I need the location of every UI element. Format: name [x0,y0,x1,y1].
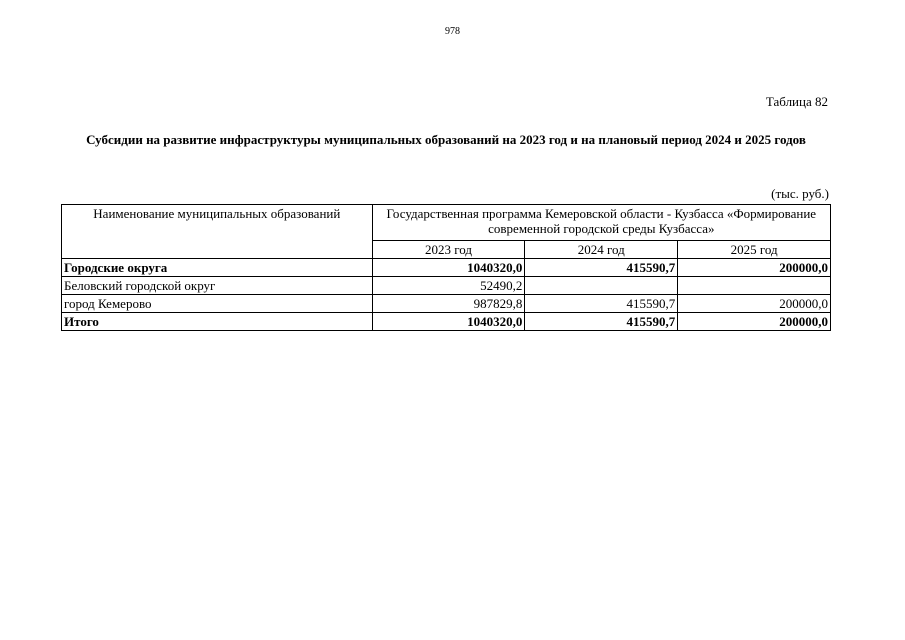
subsidies-table [61,204,831,331]
row-value-2025: 200000,0 [678,295,831,313]
table-total-row [62,313,831,331]
row-name: Городские округа [62,259,373,277]
row-value-2023: 987829,8 [372,295,525,313]
row-value-2024: 415590,7 [525,295,678,313]
table-row [62,277,831,295]
table-row [62,259,831,277]
document-title: Субсидии на развитие инфраструктуры муниципальных образований на 2023 год и на плановый период 2024 и 2025 годов [86,132,806,147]
row-value-2025 [678,277,831,295]
row-value-2023: 1040320,0 [372,259,525,277]
units-label: (тыс. руб.) [771,186,829,201]
row-value-2024 [525,277,678,295]
header-year-2023: 2023 год [372,241,525,259]
header-municipality-name: Наименование муниципальных образований [62,205,373,259]
row-value-2025: 200000,0 [678,313,831,331]
row-value-2024: 415590,7 [525,259,678,277]
header-year-2025: 2025 год [678,241,831,259]
table-header-row [62,205,831,241]
row-value-2023: 1040320,0 [372,313,525,331]
header-year-2024: 2024 год [525,241,678,259]
row-value-2023: 52490,2 [372,277,525,295]
page-number: 978 [445,26,460,37]
table-number: Таблица 82 [765,94,828,109]
header-program: Государственная программа Кемеровской области - Кузбасса «Формирование современной городской среды Кузбасса» [372,205,830,241]
row-name: Беловский городской округ [62,277,373,295]
row-value-2024: 415590,7 [525,313,678,331]
row-value-2025: 200000,0 [678,259,831,277]
row-name: город Кемерово [62,295,373,313]
table-row [62,295,831,313]
row-name: Итого [62,313,373,331]
